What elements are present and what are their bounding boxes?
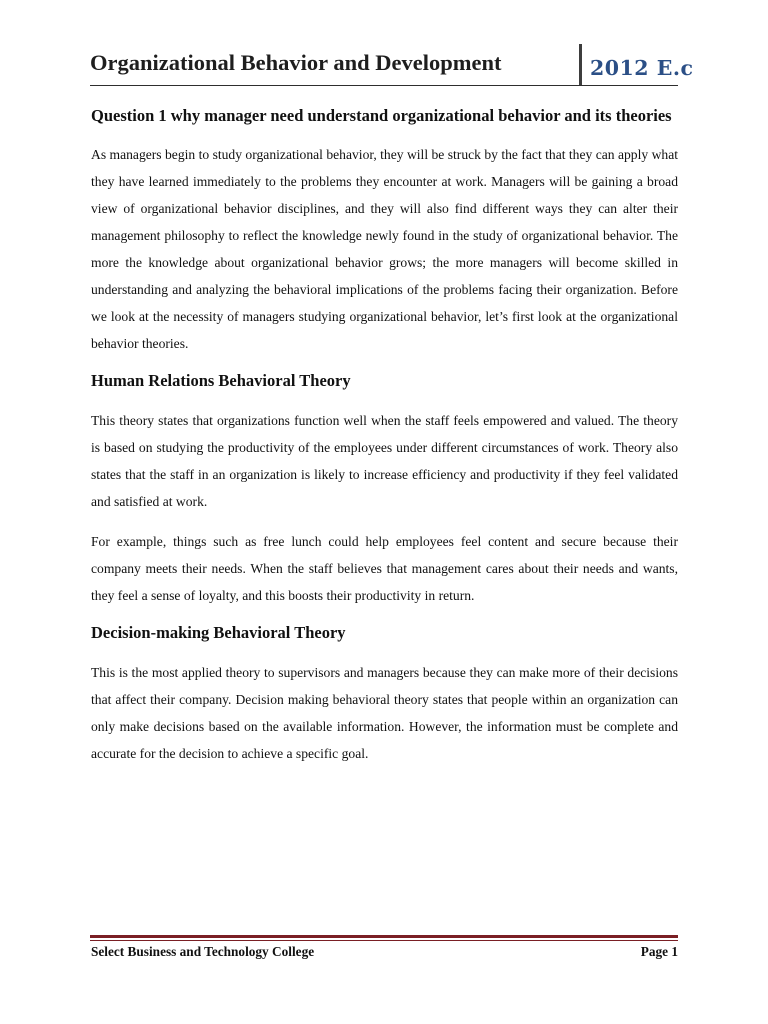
question-heading: Question 1 why manager need understand organizational behavior and its theories bbox=[91, 106, 672, 125]
header-rule bbox=[90, 85, 678, 86]
page-content bbox=[91, 100, 678, 780]
section-heading-decision-making: Decision-making Behavioral Theory bbox=[91, 623, 346, 642]
document-title: Organizational Behavior and Development bbox=[90, 50, 502, 75]
footer-college-name: Select Business and Technology College bbox=[91, 944, 315, 959]
section-paragraph: For example, things such as free lunch could help employees feel content and secure because their company meets their needs. When the staff believes that management cares about their needs and wants, they feel a sense of loyalty, and this boosts their productivity in return. bbox=[91, 534, 678, 603]
section-paragraph: This is the most applied theory to supervisors and managers because they can make more of their decisions that affect their company. Decision making behavioral theory states that people within an organization can only make decisions based on the available information. However, the information must be complete and accurate for the decision to achieve a specific goal. bbox=[91, 665, 678, 761]
intro-paragraph: As managers begin to study organizational behavior, they will be struck by the fact that they can apply what they have learned immediately to the problems they encounter at work. Managers will be gaining a broad view of organizational behavior disciplines, and they will also find different ways they can alter their management philosophy to reflect the knowledge newly found in the study of organizational behavior. The more the knowledge about organizational behavior grows; the more managers will become skilled in understanding and analyzing the behavioral implications of the problems facing their organization. Before we look at the necessity of managers studying organizational behavior, let’s first look at the organizational behavior theories. bbox=[91, 147, 678, 351]
page-header bbox=[90, 44, 694, 92]
document-year: 2012 E.c bbox=[590, 56, 694, 80]
header-divider bbox=[579, 44, 582, 86]
page-number: Page 1 bbox=[640, 944, 678, 959]
section-heading-human-relations: Human Relations Behavioral Theory bbox=[91, 371, 351, 390]
footer-rule-thin bbox=[90, 940, 678, 941]
section-paragraph: This theory states that organizations function well when the staff feels empowered and valued. The theory is based on studying the productivity of the employees under different circumstances of work. Theory also states that the staff in an organization is likely to increase efficiency and productivity if they feel validated and satisfied at work. bbox=[91, 413, 678, 509]
footer-rule bbox=[90, 935, 678, 938]
